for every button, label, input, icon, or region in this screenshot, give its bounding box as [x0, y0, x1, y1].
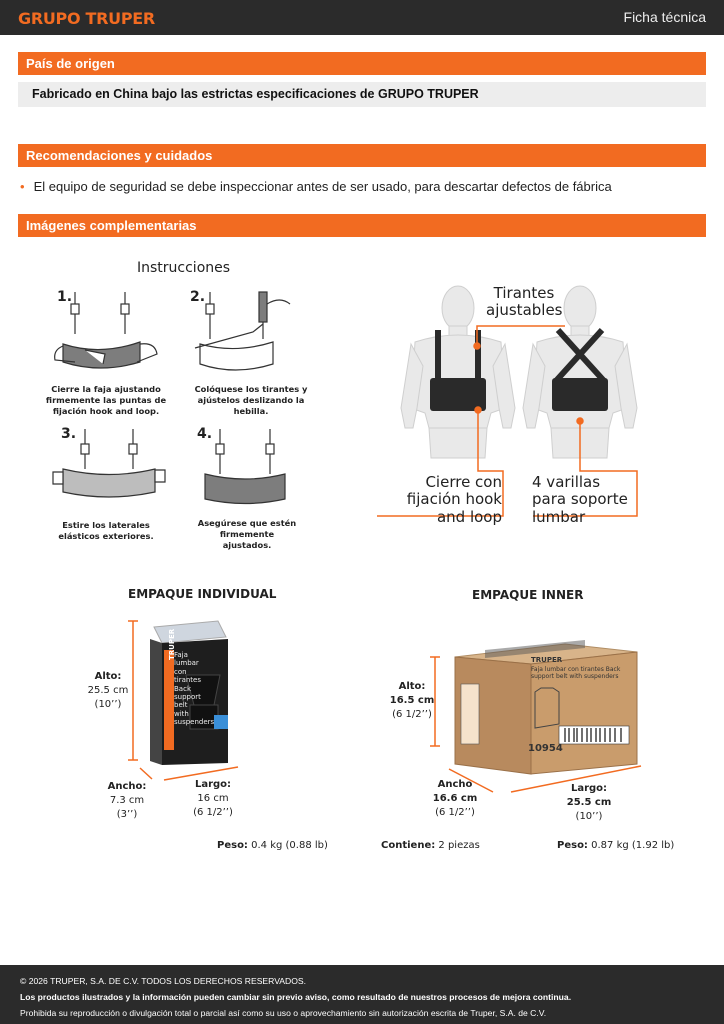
inner-width: Ancho 16.6 cm (6 1/2’’) [432, 779, 478, 818]
individual-width: Ancho: 7.3 cm (3’’) [107, 781, 147, 820]
step-3-number: 3. [61, 426, 77, 442]
brand-logo[interactable]: GRUPO TRUPER [18, 9, 155, 28]
inner-height: Alto: 16.5 cm (6 1/2’’) [389, 681, 435, 720]
recommendations-section-header: Recomendaciones y cuidados [18, 144, 706, 167]
step-4-caption: Asegúrese que estén firmemente ajustados. [197, 518, 297, 550]
individual-pack-brand: TRUPER [168, 628, 176, 660]
step-2-number: 2. [190, 289, 206, 305]
inner-pack-code: 10954 [528, 743, 563, 754]
recommendation-text: El equipo de seguridad se debe inspeccionar antes de ser usado, para descartar defectos de fábrica [33, 179, 612, 194]
step-3-caption: Estire los laterales elásticos exteriores. [58, 520, 154, 541]
individual-length: Largo: 16 cm (6 1/2’’) [193, 779, 233, 818]
top-bar [0, 0, 724, 35]
inner-pack-brand: TRUPER [531, 656, 563, 664]
images-section-header: Imágenes complementarias [18, 214, 706, 237]
inner-pack-title: EMPAQUE INNER [472, 588, 584, 602]
individual-height: Alto: 25.5 cm (10’’) [87, 671, 129, 710]
hook-loop-closure-callout: Cierre con fijación hook and loop [406, 473, 502, 526]
origin-text: Fabricado en China bajo las estrictas especificaciones de GRUPO TRUPER [18, 82, 706, 107]
step-2-illustration [195, 292, 290, 370]
individual-pack-label: Faja lumbar con tirantes Back support belt with suspenders [174, 651, 215, 727]
lumbar-rods-callout: 4 varillas para soporte lumbar [532, 473, 628, 526]
footer-prohibition: Prohibida su reproducción o divulgación total o parcial así como su uso o aprovechamiento sin autorización escrita de Truper, S.A. de C.V. [20, 1007, 547, 1018]
inner-contents: Contiene: 2 piezas [381, 840, 480, 851]
recommendation-item [20, 179, 706, 194]
step-1-caption: Cierre la faja ajustando firmemente las puntas de fijación hook and loop. [45, 384, 167, 416]
step-4-number: 4. [197, 426, 213, 442]
footer-notice: Los productos ilustrados y la información pueden cambiar sin previo aviso, como resultado de nuestros procesos de mejora continua. [20, 991, 572, 1002]
step-2-caption: Colóquese los tirantes y ajústelos deslizando la hebilla. [194, 384, 308, 416]
footer-copyright: © 2026 TRUPER, S.A. DE C.V. TODOS LOS DERECHOS RESERVADOS. [20, 976, 307, 986]
step-1-number: 1. [57, 289, 73, 305]
step-4-illustration [205, 429, 285, 504]
inner-length: Largo: 25.5 cm (10’’) [566, 783, 612, 822]
instructions-title: Instrucciones [137, 260, 231, 276]
bullet-icon: • [20, 179, 25, 194]
document-type-label: Ficha técnica [623, 9, 706, 25]
inner-weight: Peso: 0.87 kg (1.92 lb) [557, 840, 675, 851]
origin-section-header: País de origen [18, 52, 706, 75]
inner-pack-label: Faja lumbar con tirantes Back support belt with suspenders [531, 666, 621, 680]
footer [0, 965, 724, 1024]
instructions-illustrations [45, 284, 325, 554]
adjustable-straps-callout: Tirantes ajustables [486, 284, 563, 320]
inner-pack-image [425, 640, 650, 800]
individual-pack-title: EMPAQUE INDIVIDUAL [128, 587, 277, 601]
individual-weight: Peso: 0.4 kg (0.88 lb) [217, 840, 328, 851]
